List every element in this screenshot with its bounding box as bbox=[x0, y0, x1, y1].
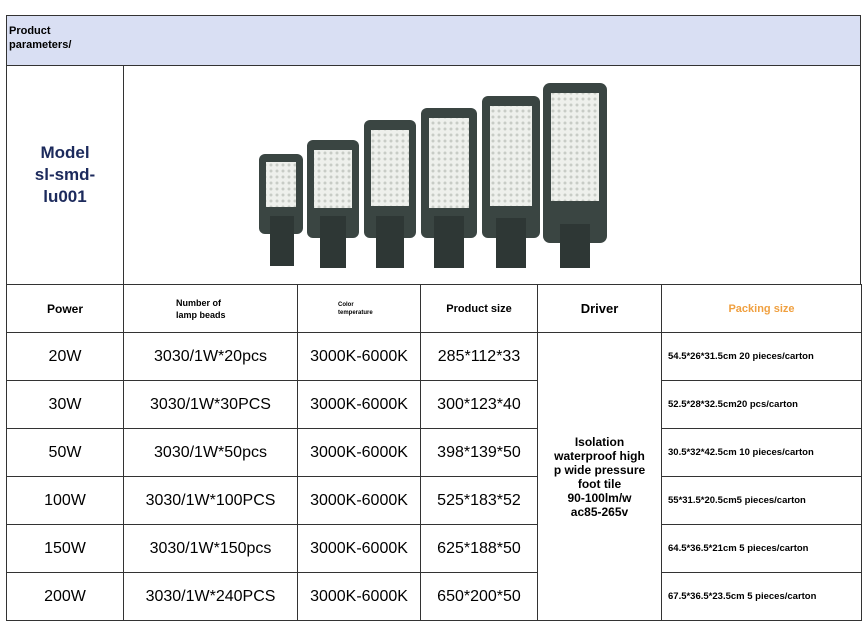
cell-driver bbox=[538, 333, 662, 621]
cell-beads: 3030/1W*20pcs bbox=[124, 333, 298, 381]
header-color-temp: Color temperature bbox=[338, 301, 373, 316]
cell-beads: 3030/1W*100PCS bbox=[124, 477, 298, 525]
cell-packing: 52.5*28*32.5cm20 pcs/carton bbox=[662, 381, 862, 429]
parameters-header bbox=[6, 15, 861, 66]
cell-color: 3000K-6000K bbox=[298, 477, 421, 525]
header-beads-cell bbox=[124, 285, 298, 333]
cell-beads: 3030/1W*240PCS bbox=[124, 573, 298, 621]
cell-color: 3000K-6000K bbox=[298, 381, 421, 429]
cell-packing: 55*31.5*20.5cm5 pieces/carton bbox=[662, 477, 862, 525]
lamp-50w bbox=[364, 120, 416, 268]
cell-packing: 67.5*36.5*23.5cm 5 pieces/carton bbox=[662, 573, 862, 621]
cell-power: 30W bbox=[7, 381, 124, 429]
header-product-size: Product size bbox=[421, 285, 538, 333]
header-beads: Number of lamp beads bbox=[176, 297, 226, 320]
cell-packing: 64.5*36.5*21cm 5 pieces/carton bbox=[662, 525, 862, 573]
header-driver: Driver bbox=[538, 285, 662, 333]
cell-size: 285*112*33 bbox=[421, 333, 538, 381]
model-label: Model sl-smd- lu001 bbox=[34, 143, 96, 206]
cell-beads: 3030/1W*150pcs bbox=[124, 525, 298, 573]
cell-size: 398*139*50 bbox=[421, 429, 538, 477]
cell-power: 20W bbox=[7, 333, 124, 381]
header-title: Product parameters/ bbox=[9, 25, 72, 51]
header-power: Power bbox=[7, 285, 124, 333]
cell-color: 3000K-6000K bbox=[298, 525, 421, 573]
cell-size: 300*123*40 bbox=[421, 381, 538, 429]
cell-packing: 54.5*26*31.5cm 20 pieces/carton bbox=[662, 333, 862, 381]
lamp-150w bbox=[482, 96, 540, 268]
model-cell bbox=[7, 66, 124, 284]
cell-size: 625*188*50 bbox=[421, 525, 538, 573]
cell-power: 50W bbox=[7, 429, 124, 477]
table-row bbox=[7, 525, 862, 573]
driver-text: Isolation waterproof high p wide pressure foot tile 90-100lm/w ac85-265v bbox=[553, 434, 646, 519]
lamp-100w bbox=[421, 108, 477, 268]
lamp-20w bbox=[259, 154, 303, 266]
table-header-row bbox=[7, 285, 862, 333]
table-row bbox=[7, 429, 862, 477]
header-packing: Packing size bbox=[662, 285, 862, 333]
table-row bbox=[7, 477, 862, 525]
cell-color: 3000K-6000K bbox=[298, 429, 421, 477]
cell-beads: 3030/1W*30PCS bbox=[124, 381, 298, 429]
cell-power: 150W bbox=[7, 525, 124, 573]
lamp-200w bbox=[543, 83, 607, 268]
cell-power: 100W bbox=[7, 477, 124, 525]
header-color-cell bbox=[298, 285, 421, 333]
model-row bbox=[6, 65, 861, 285]
spec-table bbox=[6, 284, 862, 621]
cell-beads: 3030/1W*50pcs bbox=[124, 429, 298, 477]
table-row bbox=[7, 381, 862, 429]
cell-power: 200W bbox=[7, 573, 124, 621]
table-row bbox=[7, 573, 862, 621]
cell-packing: 30.5*32*42.5cm 10 pieces/carton bbox=[662, 429, 862, 477]
cell-size: 650*200*50 bbox=[421, 573, 538, 621]
table-row bbox=[7, 333, 862, 381]
cell-size: 525*183*52 bbox=[421, 477, 538, 525]
product-image bbox=[124, 66, 860, 284]
lamp-30w bbox=[307, 140, 359, 268]
cell-color: 3000K-6000K bbox=[298, 333, 421, 381]
street-lamps-illustration bbox=[124, 66, 860, 284]
cell-color: 3000K-6000K bbox=[298, 573, 421, 621]
